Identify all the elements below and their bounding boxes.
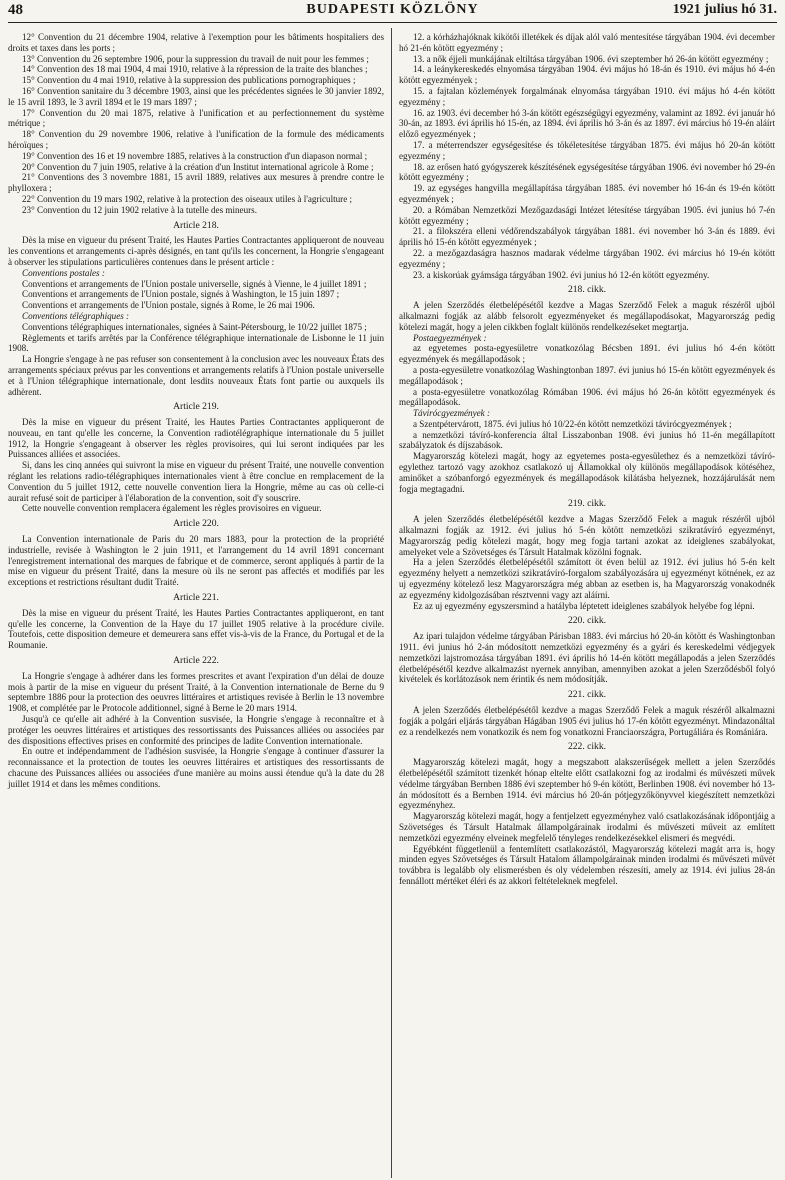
list-item: 12. a kórházhajóknak kikötői illetékek és díjak alól való mentesítése tárgyában 1904. évi december hó 21-én kötött egyezmény ; bbox=[399, 32, 775, 53]
paragraph: Dès la mise en vigueur du présent Traité, les Hautes Parties Contractantes appliqueront, en tant qu'elle les concerne, la Convention de la Haye du 17 juillet 1905 relative à la procédure civile. Toutefois, cette disposition demeure et demeurera sans effet vis-à-vis de la France, du Portugal et de la Roumanie. bbox=[8, 607, 384, 651]
list-item: 19° Convention des 16 et 19 novembre 1885, relatives à la construction d'un diapason normal ; bbox=[22, 150, 368, 161]
page-number: 48 bbox=[8, 2, 23, 18]
article-heading: Article 222. bbox=[173, 655, 219, 667]
article-heading: Article 220. bbox=[173, 518, 219, 530]
paragraph: A jelen Szerződés életbelépésétől kezdve a Magas Szerződő Felek a maguk részéről ujból alkalmazni fogják az alább felsorolt egyezményeket és megállapodásokat, Magyarország pedig kötelezi magát, hogy a jelen cikkben foglalt különös rendelkezéseket megtartja. bbox=[399, 300, 775, 332]
article-heading: 219. cikk. bbox=[567, 498, 607, 510]
article-heading: 218. cikk. bbox=[567, 284, 607, 296]
paragraph: Cette nouvelle convention remplacera également les règles provisoires en vigueur. bbox=[22, 503, 322, 514]
article-heading: 220. cikk. bbox=[567, 615, 607, 627]
list-item: 23° Convention du 12 juin 1902 relative à la tutelle des mineurs. bbox=[22, 204, 257, 215]
hungarian-column bbox=[399, 32, 775, 887]
list-item: 12° Convention du 21 décembre 1904, relative à l'exemption pour les bâtiments hospitaliers des droits et taxes dans les ports ; bbox=[8, 32, 384, 53]
paragraph: La Hongrie s'engage à ne pas refuser son consentement à la conclusion avec les nouveaux États des arrangements spéciaux prévus par les conventions et arrangements relatifs à l'Union postale universelle et à l'Union télégraphique internationale, dont lesdits nouveaux États font partie ou auxquels ils adhèrent. bbox=[8, 354, 384, 397]
article-heading: Article 218. bbox=[173, 219, 219, 231]
newspaper-title: BUDAPESTI KÖZLÖNY bbox=[306, 2, 479, 17]
list-item: 14° Convention des 18 mai 1904, 4 mai 1910, relative à la répression de la traite des blanches ; bbox=[22, 64, 368, 75]
article-heading: 222. cikk. bbox=[567, 741, 607, 753]
paragraph: La Hongrie s'engage à adhérer dans les formes prescrites et avant l'expiration d'un délai de douze mois à partir de la mise en vigueur du présent Traité, à la Convention internationale de Berne du 9 septembre 1886 pour la protection des oeuvres littéraires et artistiques revisée à Berlin le 13 novembre 1908, et complétée par le Protocole additionnel, signé à Berne le 20 mars 1914. bbox=[8, 670, 384, 714]
paragraph: Jusqu'à ce qu'elle ait adhéré à la Convention susvisée, la Hongrie s'engage à reconnaître et à protéger les oeuvres littéraires et artistiques des ressortissants des Puissances alliées ou associées par des dispositions effectives prises en conformité des principes de ladite Convention internationale. bbox=[8, 714, 384, 746]
list-item: 15. a fajtalan közlemények forgalmának elnyomása tárgyában 1910. évi május hó 4-én kötött egyezmény ; bbox=[399, 85, 775, 107]
issue-date: 1921 julius hó 31. bbox=[672, 2, 777, 17]
paragraph: a posta-egyesületre vonatkozólag Washingtonban 1897. évi junius hó 15-én kötött egyezmények és megállapodások ; bbox=[399, 364, 775, 386]
subheading: Conventions postales : bbox=[22, 267, 105, 278]
paragraph: En outre et indépendamment de l'adhésion susvisée, la Hongrie s'engage à continuer d'assurer la reconnaissance et la protection de toutes les oeuvres littéraires et artistiques des ressortissants de chacune des Puissances alliées ou associées d'une manière au moins aussi étendue qu'à la date du 28 juillet 1914 et dans les mêmes conditions. bbox=[8, 746, 384, 789]
paragraph: Si, dans les cinq années qui suivront la mise en vigueur du présent Traité, une nouvelle convention réglant les relations radio-télégraphiques internationales vient à être conclue en remplacement de la Convention du 5 juillet 1912, cette nouvelle convention liera la Hongrie, même au cas où celle-ci aurait refusé soit de participer à l'élaboration de la convention, soit d'y souscrire. bbox=[8, 460, 384, 503]
paragraph: Magyarország kötelezi magát, hogy a fentjelzett egyezményhez való csatlakozásának időpontjáig a Szövetséges és Társult Hatalmak állampolgárainak irodalmi és művészeti műveit az említett nemzetközi egyezmény elveinek megfelelő tényleges rendelkezésekkel elismeri és megvédi. bbox=[399, 811, 775, 843]
paragraph: a nemzetközi távíró-konferencia által Lisszabonban 1908. évi junius hó 11-én megállapított szabályzatok és díjszabások. bbox=[399, 429, 775, 451]
paragraph: a posta-egyesületre vonatkozólag Rómában 1906. évi május hó 26-án kötött egyezmények és megállapodások. bbox=[399, 386, 775, 408]
article-heading: Article 221. bbox=[173, 592, 219, 604]
list-item: 22. a mezőgazdaságra hasznos madarak védelme tárgyában 1902. évi március hó 19-én kötött egyezmény ; bbox=[399, 247, 775, 269]
list-item: 16. az 1903. évi december hó 3-án kötött egészségügyi egyezmény, valamint az 1892. évi január hó 30-án, az 1893. évi április hó 15-én, az 1894. évi április hó 3-án és az 1897. évi március hó 19-én aláírt előző egyezmények ; bbox=[399, 107, 775, 140]
list-item: 19. az egységes hangvilla megállapítása tárgyában 1885. évi november hó 16-án és 19-én kötött egyezmények ; bbox=[399, 183, 775, 204]
french-column bbox=[8, 32, 384, 790]
list-item: 20. a Rómában Nemzetközi Mezőgazdasági Intézet létesítése tárgyában 1905. évi junius hó 7-én kötött egyezmény ; bbox=[399, 204, 775, 226]
list-item: 18. az erősen ható gyógyszerek készítésének egységesítése tárgyában 1906. évi november hó 29-én kötött egyezmény ; bbox=[399, 161, 775, 183]
paragraph: Conventions et arrangements de l'Union postale, signés à Washington, le 15 juin 1897 ; bbox=[22, 289, 340, 300]
paragraph: Dès la mise en vigueur du présent Traité, les Hautes Parties Contractantes appliqueront de nouveau, en tant qu'elle les concerne, la Convention radiotélégraphique internationale du 5 juillet 1912, la Hongrie s'engageant à observer les règles provisoires, qui lui seront indiquées par les Puissances alliées et associées. bbox=[8, 417, 384, 460]
article-heading: 221. cikk. bbox=[567, 689, 607, 701]
column-divider bbox=[391, 28, 392, 1178]
paragraph: Egyébként függetlenül a fentemlített csatlakozástól, Magyarország kötelezi magát arra is, hogy minden egyes Szövetséges és Társult Hatalom állampolgárainak minden irodalmi és művészeti művét továbbra is legalább oly elismerésben és oly védelemben részesíti, amely az 1914. évi julius 28-án fennállott mértéket éléri és az akkori feltételeknek megfelel. bbox=[399, 843, 775, 886]
list-item: 18° Convention du 29 novembre 1906, relative à l'unification de la formule des médicaments héroïques ; bbox=[8, 129, 384, 150]
subheading: Távirócgyezmények : bbox=[413, 408, 491, 419]
paragraph: Ha a jelen Szerződés életbelépésétől számított öt éven belül az 1912. évi julius hó 5-én kelt egyezmény helyett a nemzetközi szikratávíró-forgalom szabályozására uj egyezményt kötnének, ez az uj egyezmény kötelező lesz Magyarországra még abban az esetben is, ha Magyarország vonakodnék az egyezmény kidolgozásában résztvenni vagy azt aláírni. bbox=[399, 557, 775, 600]
paragraph: a Szentpétervárott, 1875. évi julius hó 10/22-én kötött nemzetközi távirócgyezmények ; bbox=[413, 418, 732, 429]
list-item: 20° Convention du 7 juin 1905, relative à la création d'un Institut international agricole à Rome ; bbox=[22, 161, 374, 172]
paragraph: Dès la mise en vigueur du présent Traité, les Hautes Parties Contractantes appliqueront de nouveau les conventions et arrangements ci-après désignés, en tant qu'ils les concernent, la Hongrie s'engageant à observer les stipulations particulières contenues dans le présent article : bbox=[8, 235, 384, 267]
paragraph: Conventions télégraphiques internationales, signées à Saint-Pétersbourg, le 10/22 juillet 1875 ; bbox=[22, 321, 367, 332]
subheading: Conventions télégraphiques : bbox=[22, 310, 130, 321]
list-item: 21. a filokszéra elleni védőrendszabályok tárgyában 1881. évi november hó 3-án és 1889. évi április hó 15-én kötött egyezmények ; bbox=[399, 226, 775, 248]
paragraph: Magyarország kötelezi magát, hogy a megszabott alakszerűségek mellett a jelen Szerződés életbelépésétől számított tizenkét hónap eltelte előtt csatlakozni fog az irodalmi és művészeti művek védelme tárgyában Bernben 1886 évi szeptember hó 9-én kötött, Berlinben 1908. évi november hó 13-án módosított és a Bernben 1914. évi március hó 20-án pótjegyzőkönyvvel kiegészített nemzetközi egyezményhez. bbox=[399, 757, 775, 811]
paragraph: La Convention internationale de Paris du 20 mars 1883, pour la protection de la propriété industrielle, revisée à Washington le 2 juin 1911, et l'arrangement du 14 avril 1891 concernant l'enregistrement international des marques de fabrique et de commerce, seront appliqués à partir de la mise en vigueur du présent Traité, dans la mesure où ils ne seront pas affectés et modifiés par les exceptions et restrictions résultant dudit Traité. bbox=[8, 534, 384, 588]
list-item: 23. a kiskorúak gyámsága tárgyában 1902. évi junius hó 12-én kötött egyezmény. bbox=[413, 269, 710, 280]
paragraph: Ez az uj egyezmény egyszersmind a hatályba léptetett ideiglenes szabályok helyébe fog lépni. bbox=[413, 600, 755, 611]
page-header bbox=[8, 2, 777, 23]
list-item: 13° Convention du 26 septembre 1906, pour la suppression du travail de nuit pour les femmes ; bbox=[22, 53, 369, 64]
list-item: 22° Convention du 19 mars 1902, relative à la protection des oiseaux utiles à l'agriculture ; bbox=[22, 193, 353, 204]
list-item: 14. a leánykereskedés elnyomása tárgyában 1904. évi május hó 18-án és 1910. évi május hó 4-én kötött egyezmények ; bbox=[399, 64, 775, 86]
paragraph: az egyetemes posta-egyesületre vonatkozólag Bécsben 1891. évi julius hó 4-én kötött egyezmények és megállapodások ; bbox=[399, 343, 775, 365]
paragraph: Règlements et tarifs arrêtés par la Conférence télégraphique internationale de Lisbonne le 11 juin 1908. bbox=[8, 332, 384, 354]
paragraph: Conventions et arrangements de l'Union postale universelle, signés à Vienne, le 4 juillet 1891 ; bbox=[22, 278, 367, 289]
paragraph: Az ipari tulajdon védelme tárgyában Párisban 1883. évi március hó 20-án kötött és Washingtonban 1911. évi junius hó 2-án módosított nemzetközi egyezmény és a gyári és kereskedelmi védjegyek nemzetközi lajstromozása tárgyában 1891. évi április hó 14-én kötött megállapodás a jelen Szerződés életbelépésétől kezdve alkalmazást nyernek annyiban, amennyiben azokat a jelen Szerződésből folyó kivételek és korlátozások nem érintik és nem módosítják. bbox=[399, 631, 775, 685]
subheading: Postaegyezmények : bbox=[413, 332, 487, 343]
list-item: 17. a méterrendszer egységesítése és tökéletesítése tárgyában 1875. évi május hó 20-án kötött egyezmény ; bbox=[399, 139, 775, 161]
list-item: 13. a nők éjjeli munkájának eltiltása tárgyában 1906. évi szeptember hó 26-án kötött egyezmény ; bbox=[413, 53, 769, 64]
article-heading: Article 219. bbox=[173, 401, 219, 413]
paragraph: Conventions et arrangements de l'Union postale, signés à Rome, le 26 mai 1906. bbox=[22, 300, 315, 311]
list-item: 16° Convention sanitaire du 3 décembre 1903, ainsi que les précédentes signées le 30 janvier 1892, le 15 avril 1893, le 3 avril 1894 et le 19 mars 1897 ; bbox=[8, 85, 384, 107]
list-item: 15° Convention du 4 mai 1910, relative à la suppression des publications pornographiques ; bbox=[22, 75, 356, 86]
paragraph: Magyarország kötelezi magát, hogy az egyetemes posta-egyesülethez és a nemzetközi távíró-egylethez tartozó vagy azokhoz csatlakozó uj Államokkal oly különös megállapodások kötéséhez, aminőket a szóbanforgó egyezmények és megállapodások kilátásba helyeznek, hozzájárulását nem fogja megtagadni. bbox=[399, 451, 775, 494]
list-item: 17° Convention du 20 mai 1875, relative à l'unification et au perfectionnement du système métrique ; bbox=[8, 107, 384, 129]
paragraph: A jelen Szerződés életbelépésétől kezdve a Magas Szerződő Felek a maguk részéről ujból alkalmazni fogják az 1912. évi julius hó 5-én kötött nemzetközi szikratávíró egyezményt, Magyarország pedig kötelezi magát, hogy meg fogja tartani azokat az ideiglenes szabályokat, amelyeket vele a Szövetséges és Társult Hatalmak közölni fognak. bbox=[399, 514, 775, 557]
paragraph: A jelen Szerződés életbelépésétől kezdve a magas Szerződő Felek a maguk részéről alkalmazni fogják a polgári eljárás tárgyában Hágában 1905 évi julius hó 17-én kötött egyezményt. Mindazonáltal ez a rendelkezés nem vonatkozik és nem fog vonatkozni Franciaországra, Portugáliára és Romániára. bbox=[399, 705, 775, 737]
list-item: 21° Conventions des 3 novembre 1881, 15 avril 1889, relatives aux mesures à prendre contre le phylloxera ; bbox=[8, 172, 384, 194]
